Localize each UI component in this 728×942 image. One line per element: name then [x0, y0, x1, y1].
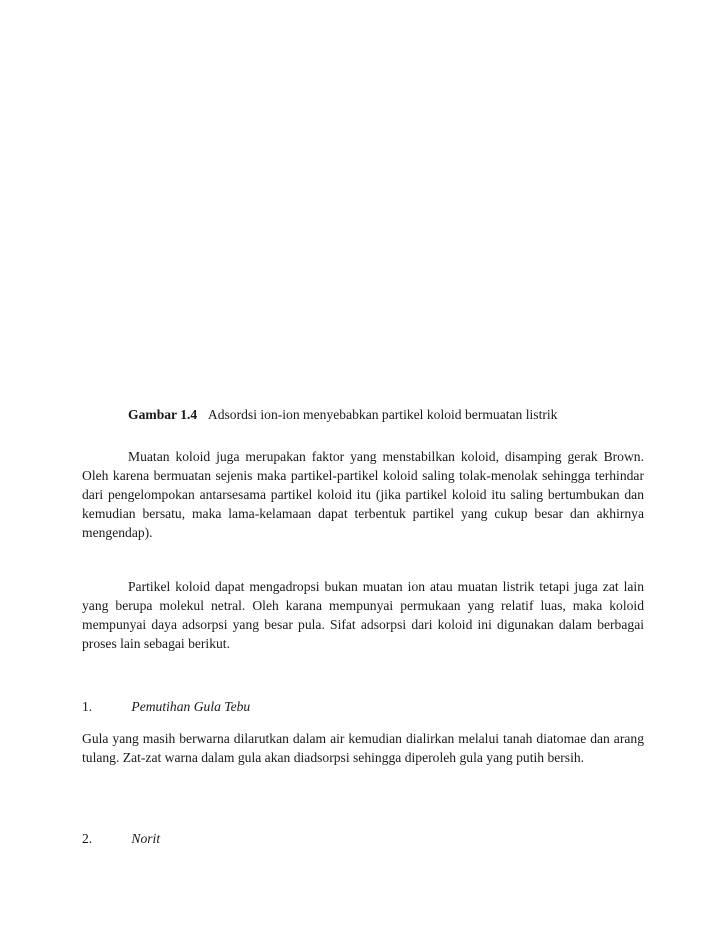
- section-title: Norit: [131, 831, 161, 846]
- paragraph-text: Partikel koloid dapat mengadropsi bukan muatan ion atau muatan listrik tetapi juga zat lain yang berupa molekul netral. Oleh karana mempunyai permukaan yang relatif luas, maka koloid mempunyai daya adsorpsi yang besar pula. Sifat adsorpsi dari koloid ini digunakan dalam berbagai proses lain sebagai berikut.: [82, 579, 644, 651]
- paragraph-sugar-bleaching: [82, 729, 644, 767]
- section-heading-2: [82, 829, 160, 849]
- figure-placeholder: [82, 30, 642, 400]
- paragraph-charge-stability: [82, 447, 644, 542]
- paragraph-text: Muatan koloid juga merupakan faktor yang menstabilkan koloid, disamping gerak Brown. Oleh karena bermuatan sejenis maka partikel-partikel koloid saling tolak-menolak sehingga terhindar dari pengelompokan antarsesama partikel koloid itu (jika partikel koloid itu saling bertumbukan dan kemudian bersatu, maka lama-kelamaan dapat terbentuk partikel yang cukup besar dan akhirnya mengendap).: [82, 449, 644, 540]
- section-number: 1.: [82, 699, 93, 714]
- section-number: 2.: [82, 831, 93, 846]
- paragraph-text: Gula yang masih berwarna dilarutkan dalam air kemudian dialirkan melalui tanah diatomae dan arang tulang. Zat-zat warna dalam gula akan diadsorpsi sehingga diperoleh gula yang putih bersih.: [82, 731, 644, 765]
- paragraph-adsorption: [82, 577, 644, 653]
- section-heading-1: [82, 697, 250, 717]
- section-title: Pemutihan Gula Tebu: [131, 699, 251, 714]
- figure-caption: [128, 405, 688, 425]
- figure-caption-text: Adsordsi ion-ion menyebabkan partikel koloid bermuatan listrik: [207, 407, 558, 422]
- figure-label: Gambar 1.4: [128, 407, 198, 422]
